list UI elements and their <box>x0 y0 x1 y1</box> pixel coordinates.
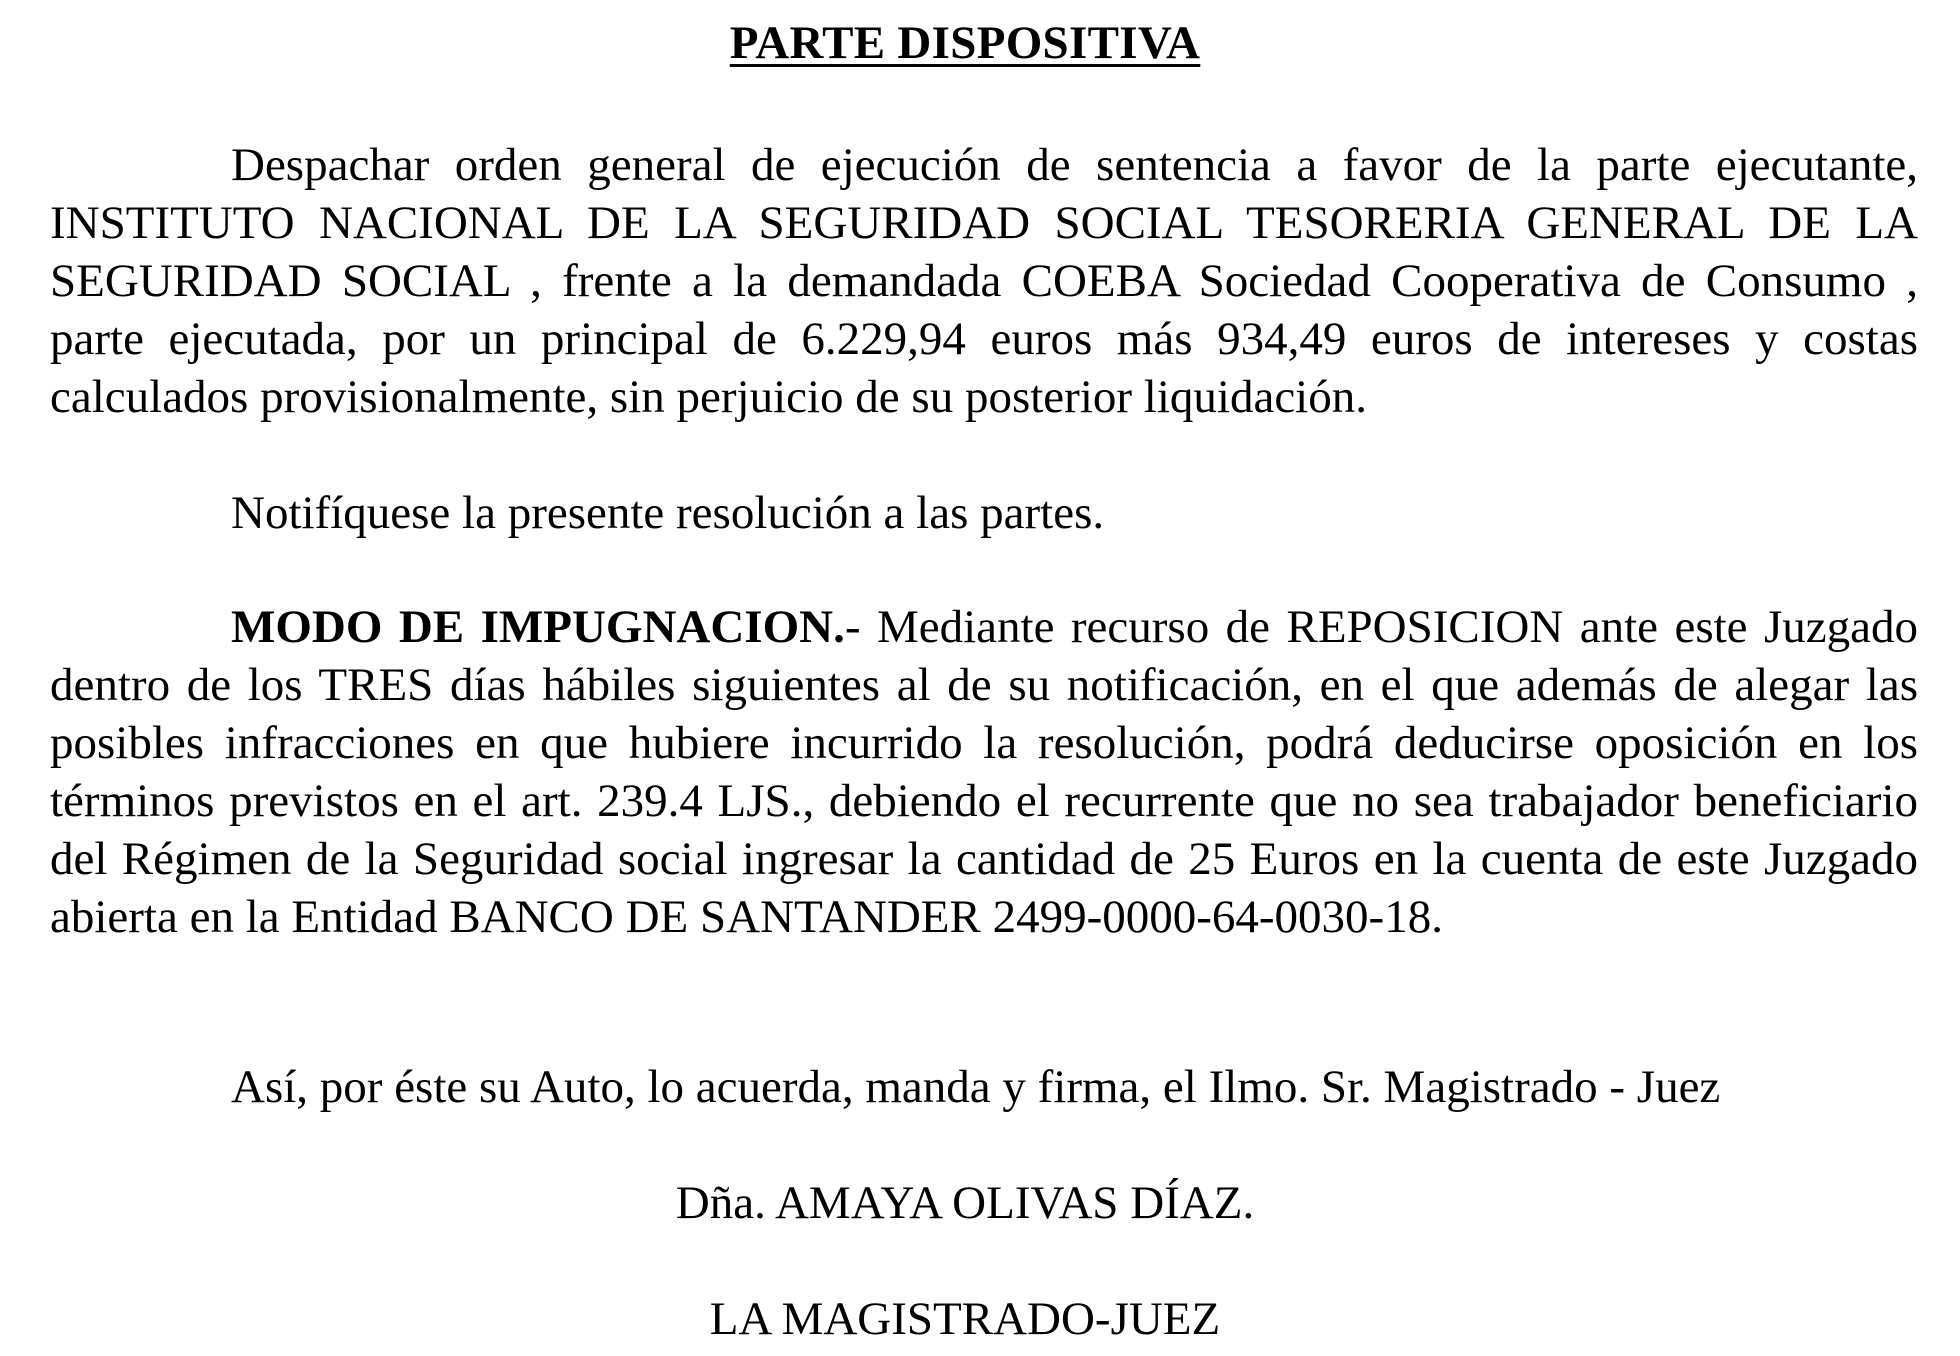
notification-paragraph: Notifíquese la presente resolución a las partes. <box>231 487 1105 539</box>
section-heading: PARTE DISPOSITIVA <box>729 17 1201 69</box>
appeal-body: - Mediante recurso de REPOSICION ante este Juzgado dentro de los TRES días hábiles siguientes al de su notificación, en el que además de alegar las posibles infracciones en que hubiere incurrido la resolución, podrá deducirse oposición en los términos previstos en el art. 239.4 LJS., debiendo el recurrente que no sea trabajador beneficiario del Régimen de la Seguridad social ingresar la cantidad de 25 Euros en la cuenta de este Juzgado abierta en la Entidad BANCO DE SANTANDER 2499-0000-64-0030-18. <box>50 601 1918 943</box>
judge-name: Dña. AMAYA OLIVAS DÍAZ. <box>675 1177 1255 1229</box>
appeal-paragraph <box>50 598 1918 946</box>
signature-intro-paragraph: Así, por éste su Auto, lo acuerda, manda y firma, el Ilmo. Sr. Magistrado - Juez <box>231 1061 1721 1113</box>
execution-order-paragraph: Despachar orden general de ejecución de sentencia a favor de la parte ejecutante, INSTITUTO NACIONAL DE LA SEGURIDAD SOCIAL TESORERIA GENERAL DE LA SEGURIDAD SOCIAL , frente a la demandada COEBA Sociedad Cooperativa de Consumo , parte ejecutada, por un principal de 6.229,94 euros más 934,49 euros de intereses y costas calculados provisionalmente, sin perjuicio de su posterior liquidación. <box>50 139 1918 423</box>
appeal-lead: MODO DE IMPUGNACION. <box>231 601 845 653</box>
judge-title: LA MAGISTRADO-JUEZ <box>709 1293 1221 1345</box>
